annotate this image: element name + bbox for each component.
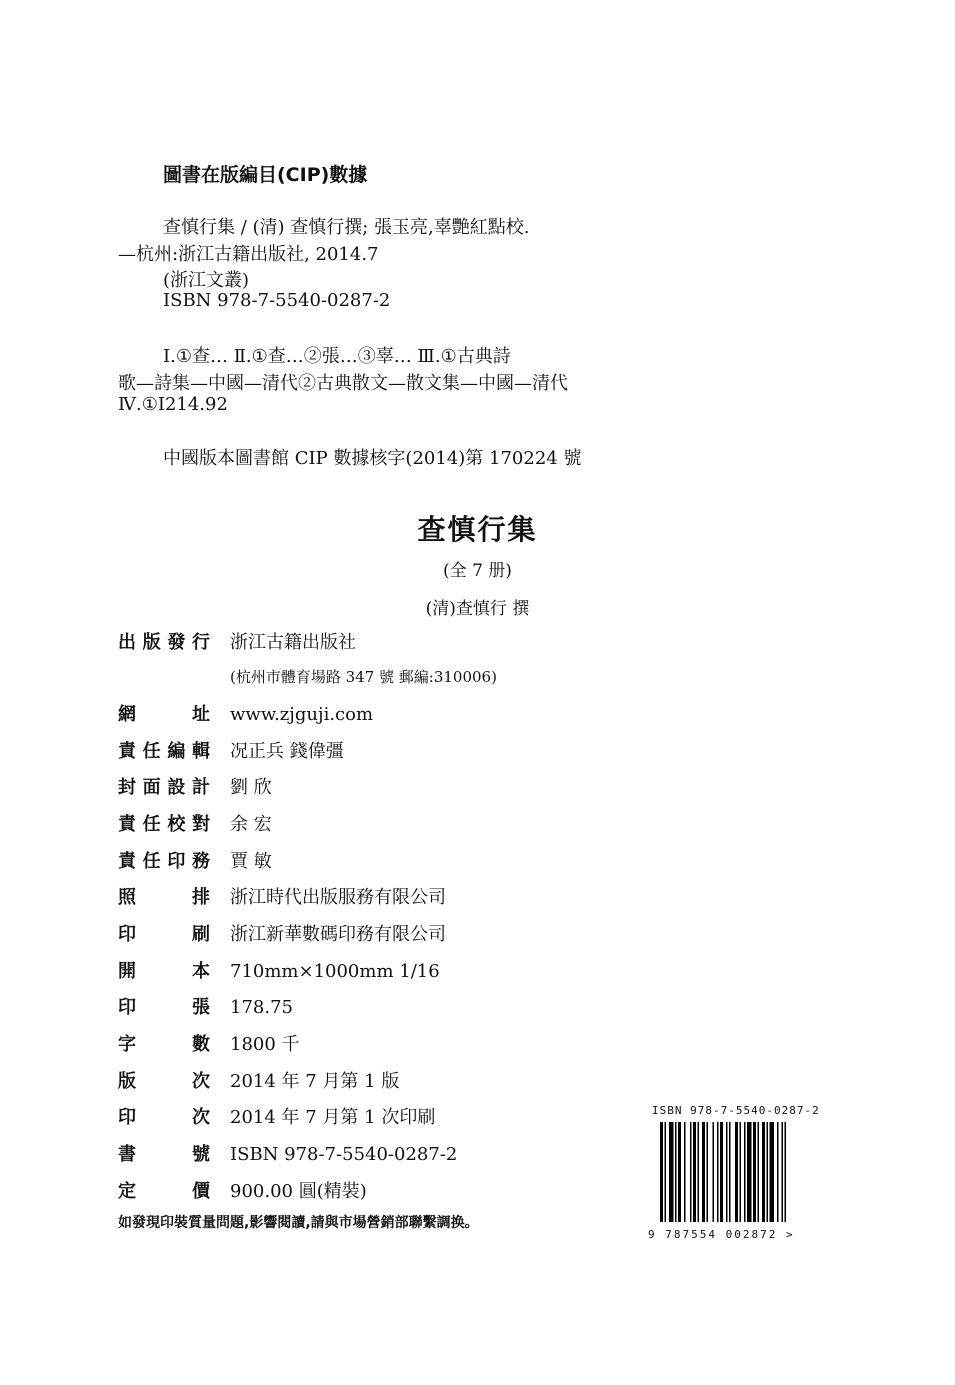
cip-line: Ⅳ.①I214.92: [118, 394, 228, 415]
info-label: 定價: [118, 1181, 210, 1202]
info-label: 印刷: [118, 924, 210, 945]
info-row: [118, 883, 446, 909]
info-label: 開本: [118, 961, 210, 982]
info-value: ISBN 978-7-5540-0287-2: [230, 1144, 458, 1165]
info-value: 浙江時代出版服務有限公司: [230, 887, 446, 908]
info-row: [118, 810, 272, 836]
info-row: [118, 628, 356, 654]
info-label: 責任校對: [118, 814, 210, 835]
info-value: 浙江古籍出版社: [230, 632, 356, 653]
info-row: [118, 847, 272, 873]
info-label: 版次: [118, 1071, 210, 1092]
info-value: 劉 欣: [230, 777, 272, 798]
cip-line: 查慎行集 / (清) 查慎行撰; 張玉亮,辜艷紅點校.: [163, 217, 530, 238]
book-title: 查慎行集: [417, 513, 538, 546]
info-row: [118, 1140, 457, 1166]
barcode-icon: [660, 1122, 830, 1222]
info-row: [118, 957, 440, 983]
info-row: [118, 1030, 300, 1056]
info-label: 責任印務: [118, 851, 210, 872]
info-value: 900.00 圓(精裝): [230, 1181, 367, 1202]
publisher-address: (杭州市體育場路 347 號 郵編:310006): [230, 668, 497, 686]
cip-line: 歌—詩集—中國—清代②古典散文—散文集—中國—清代: [118, 373, 568, 394]
info-row: [118, 737, 344, 763]
info-row: [118, 1177, 367, 1203]
info-value: 賈 敏: [230, 851, 272, 872]
barcode-isbn-label: ISBN 978-7-5540-0287-2: [652, 1104, 820, 1117]
cip-heading: 圖書在版編目(CIP)數據: [163, 164, 368, 186]
info-value: 2014 年 7 月第 1 次印刷: [230, 1107, 436, 1128]
info-row: [118, 920, 446, 946]
info-label: 封面設計: [118, 777, 210, 798]
info-label: 印次: [118, 1107, 210, 1128]
barcode-digits: 9 787554 002872 >: [648, 1228, 795, 1241]
cip-line: ISBN 978-7-5540-0287-2: [163, 290, 391, 311]
info-row: [118, 700, 373, 726]
info-label: 網址: [118, 704, 210, 725]
info-label: 照排: [118, 887, 210, 908]
info-value: 况正兵 錢偉彊: [230, 741, 344, 762]
info-label: 印張: [118, 997, 210, 1018]
info-label: 出版發行: [118, 632, 210, 653]
info-row: [118, 773, 272, 799]
cip-data-number: 中國版本圖書館 CIP 數據核字(2014)第 170224 號: [163, 448, 582, 469]
info-value: 710mm×1000mm 1/16: [230, 961, 440, 982]
info-row: [118, 1067, 399, 1093]
info-label: 書號: [118, 1144, 210, 1165]
info-value: 2014 年 7 月第 1 版: [230, 1071, 400, 1092]
info-label: 責任編輯: [118, 741, 210, 762]
info-value: 余 宏: [230, 814, 272, 835]
info-row: [118, 993, 293, 1019]
info-value: 178.75: [230, 997, 293, 1018]
cip-line: (浙江文叢): [163, 270, 250, 291]
quality-notice: 如發現印裝質量問題,影響閱讀,請與市場營銷部聯繫調换。: [118, 1215, 479, 1231]
book-author: (清)查慎行 撰: [425, 599, 530, 619]
info-label: 字數: [118, 1034, 210, 1055]
cip-line: Ⅰ.①查… Ⅱ.①查…②張…③辜… Ⅲ.①古典詩: [163, 346, 511, 367]
info-row: [118, 1103, 435, 1129]
book-volumes: (全 7 册): [443, 561, 512, 581]
cip-line: —杭州:浙江古籍出版社, 2014.7: [118, 244, 379, 265]
info-value: 浙江新華數碼印務有限公司: [230, 924, 446, 945]
info-value: 1800 千: [230, 1034, 300, 1055]
info-value: www.zjguji.com: [230, 704, 374, 725]
